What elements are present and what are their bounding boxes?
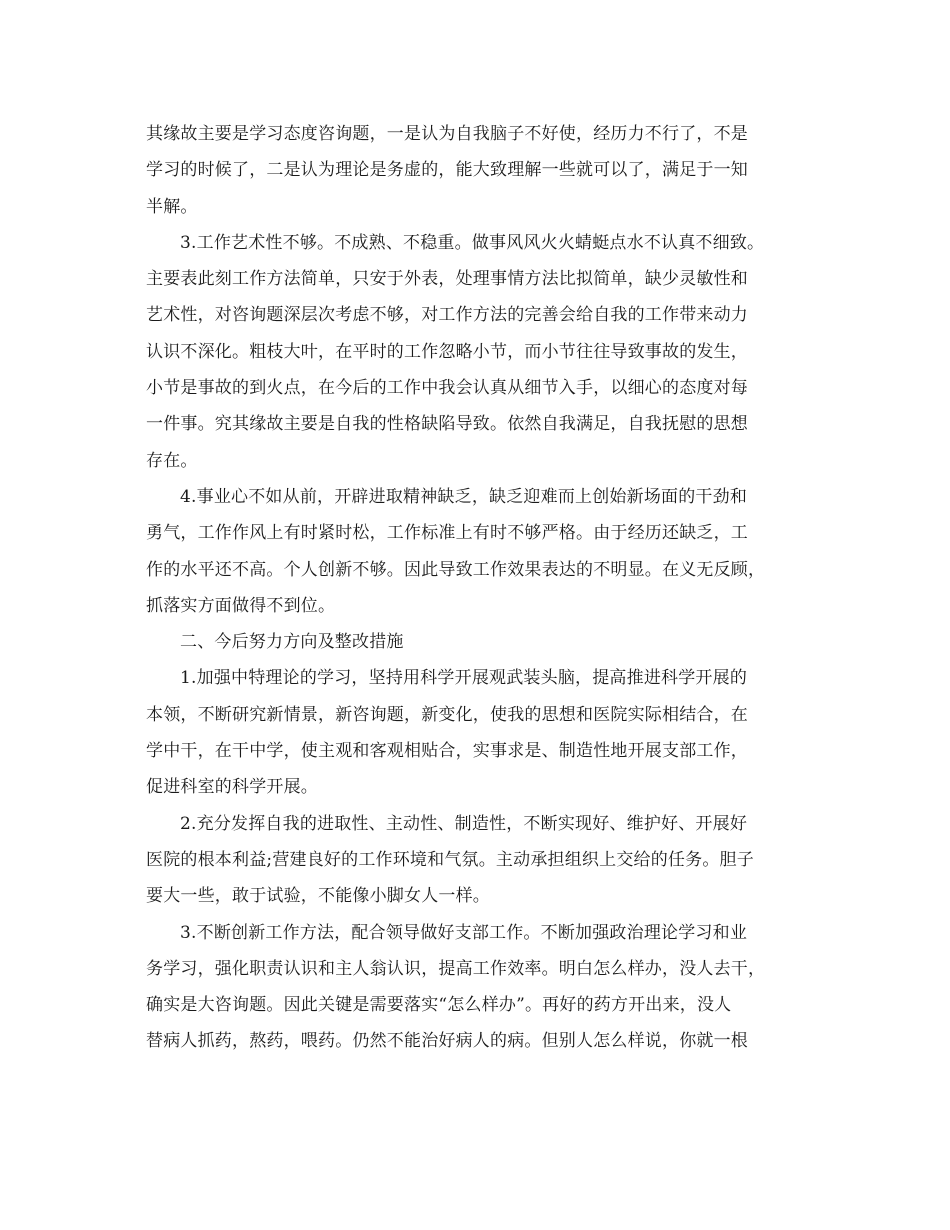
- document-body: [146, 116, 816, 1060]
- paragraph-start-line: 3.工作艺术性不够。不成熟、不稳重。做事风风火火蜻蜓点水不认真不细致。: [180, 232, 765, 253]
- text-line: 勇气，工作作风上有时紧时松，工作标准上有时不够严格。由于经历还缺乏，工: [146, 523, 748, 544]
- text-line: 抓落实方面做得不到位。: [146, 595, 336, 616]
- text-line: 认识不深化。粗枝大叶，在平时的工作忽略小节，而小节往往导致事故的发生，: [146, 341, 748, 362]
- paragraph-start-line: 4.事业心不如从前，开辟进取精神缺乏，缺乏迎难而上创始新场面的干劲和: [180, 486, 748, 507]
- paragraph-start-line: 1.加强中特理论的学习，坚持用科学开展观武装头脑，提高推进科学开展的: [180, 668, 748, 689]
- paragraph-start-line: 3.不断创新工作方法，配合领导做好支部工作。不断加强政治理论学习和业: [180, 922, 748, 943]
- text-line: 一件事。究其缘故主要是自我的性格缺陷导致。依然自我满足，自我抚慰的思想: [146, 414, 748, 435]
- text-line: 主要表此刻工作方法简单，只安于外表，处理事情方法比拟简单，缺少灵敏性和: [146, 269, 748, 290]
- text-line: 作的水平还不高。个人创新不够。因此导致工作效果表达的不明显。在义无反顾，: [146, 559, 766, 580]
- text-line: 替病人抓药，熬药，喂药。仍然不能治好病人的病。但别人怎么样说，你就一根: [146, 1031, 748, 1052]
- section-heading: 二、今后努力方向及整改措施: [180, 632, 404, 653]
- text-line: 务学习，强化职责认识和主人翁认识，提高工作效率。明白怎么样办，没人去干，: [146, 958, 766, 979]
- paragraph-start-line: 2.充分发挥自我的进取性、主动性、制造性，不断实现好、维护好、开展好: [180, 813, 748, 834]
- text-line: 其缘故主要是学习态度咨询题，一是认为自我脑子不好使，经历力不行了，不是: [146, 124, 748, 144]
- text-line: 要大一些，敢于试验，不能像小脚女人一样。: [146, 886, 490, 907]
- text-line: 小节是事故的到火点，在今后的工作中我会认真从细节入手，以细心的态度对每: [146, 378, 748, 399]
- text-line: 医院的根本利益;营建良好的工作环境和气氛。主动承担组织上交给的任务。胆子: [146, 849, 754, 870]
- text-line: 促进科室的科学开展。: [146, 777, 318, 798]
- text-line: 本领，不断研究新情景，新咨询题，新变化，使我的思想和医院实际相结合，在: [146, 704, 748, 725]
- text-line: 艺术性，对咨询题深层次考虑不够，对工作方法的完善会给自我的工作带来动力: [146, 305, 748, 326]
- text-line: 确实是大咨询题。因此关键是需要落实“怎么样办”。再好的药方开出来，没人: [146, 995, 732, 1016]
- text-line: 存在。: [146, 450, 198, 471]
- text-line: 半解。: [146, 196, 198, 217]
- text-line: 学习的时候了，二是认为理论是务虚的，能大致理解一些就可以了，满足于一知: [146, 160, 748, 181]
- text-line: 学中干，在干中学，使主观和客观相贴合，实事求是、制造性地开展支部工作，: [146, 741, 748, 762]
